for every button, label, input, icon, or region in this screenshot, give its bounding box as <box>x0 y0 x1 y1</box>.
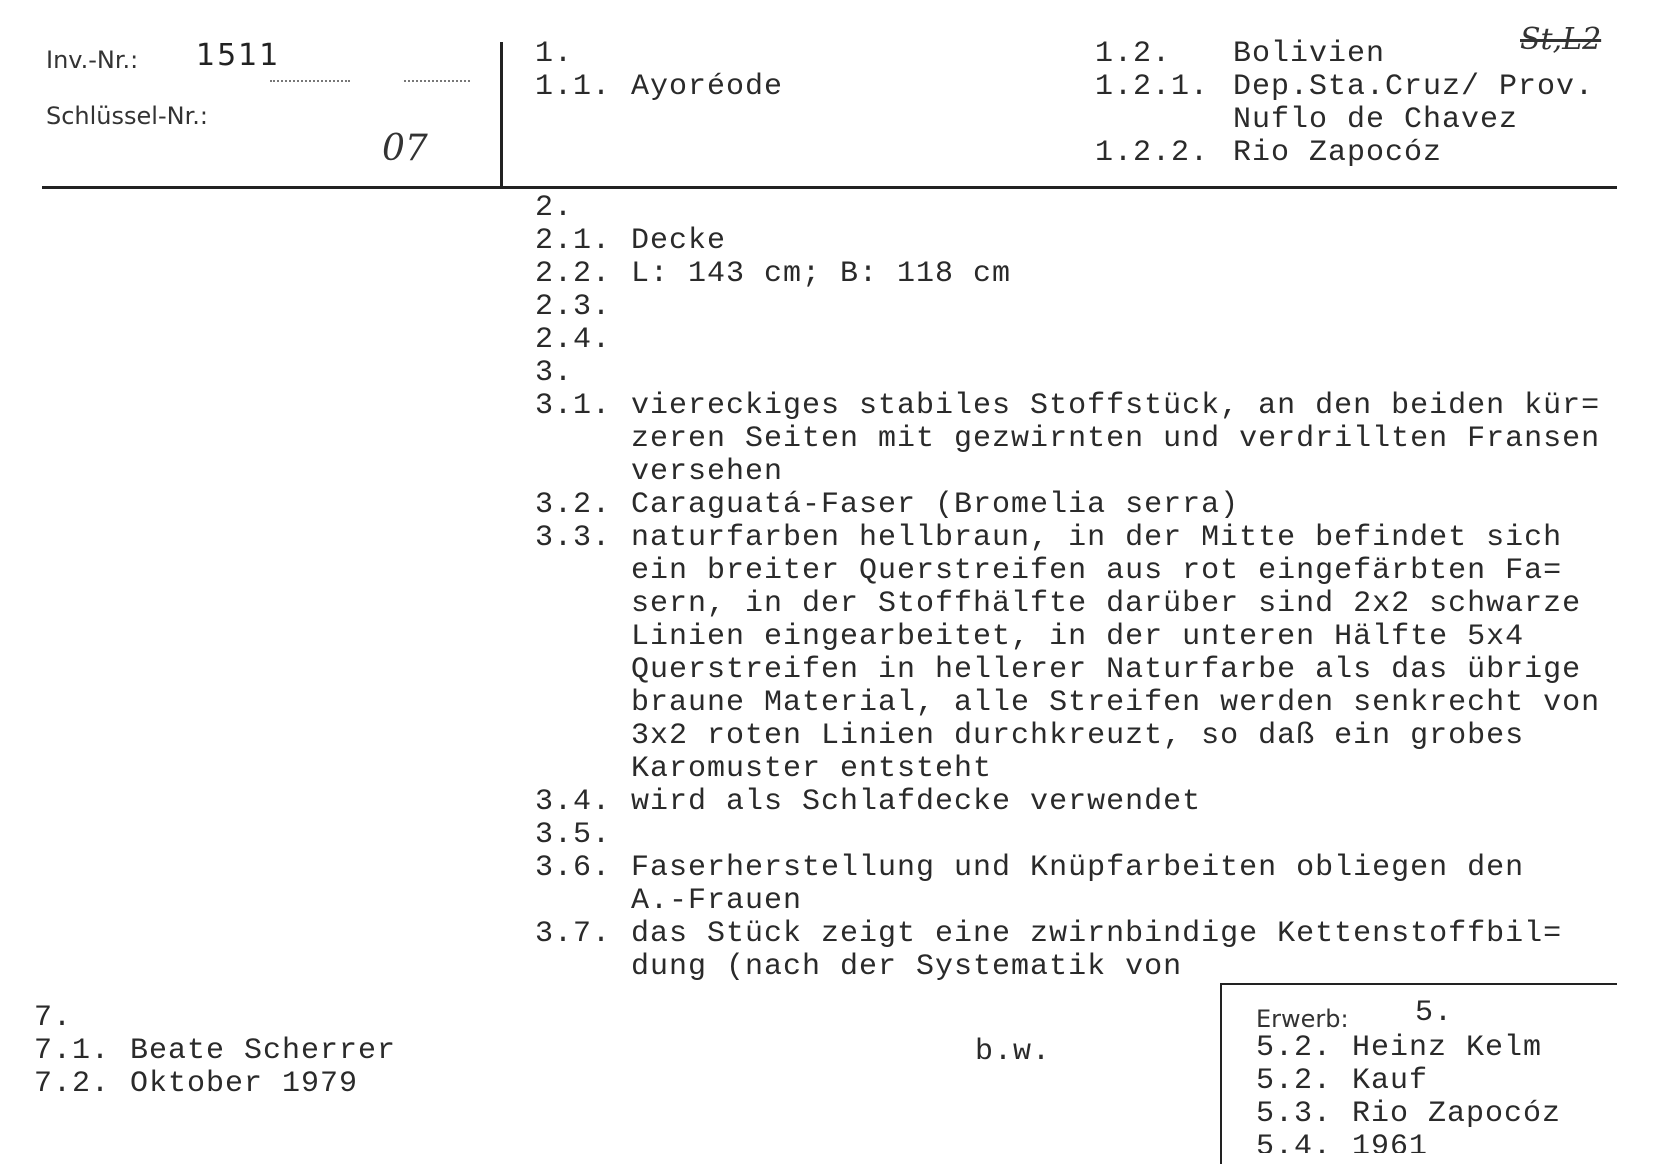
body-line-number: 2.4. <box>535 323 612 357</box>
schluessel-label: Schlüssel-Nr.: <box>46 102 208 130</box>
body-line-number: 3.6. <box>535 851 612 885</box>
inv-label: Inv.-Nr.: <box>46 46 139 74</box>
line-1-2-1-cont: Nuflo de Chavez <box>1233 103 1519 137</box>
line-1-2: 1.2. Bolivien <box>1095 37 1386 71</box>
body-line <box>535 258 1600 291</box>
body-line <box>535 918 1600 951</box>
body-line <box>535 588 1600 621</box>
body-line-text: Linien eingearbeitet, in der unteren Hälfte 5x4 <box>631 620 1525 654</box>
body-line-number: 2.1. <box>535 224 612 258</box>
body-line <box>535 291 1600 324</box>
body-line <box>535 621 1600 654</box>
body-line-text: L: 143 cm; B: 118 cm <box>631 257 1012 291</box>
body-line <box>535 192 1600 225</box>
body-line <box>535 456 1600 489</box>
body-line-text: viereckiges stabiles Stoffstück, an den beiden kür= <box>631 389 1601 423</box>
body-line <box>535 390 1600 423</box>
body-line-number: 3. <box>535 356 574 390</box>
body-line-number: 3.1. <box>535 389 612 423</box>
body-line <box>535 852 1600 885</box>
body-line <box>535 819 1600 852</box>
line-1-2-2: 1.2.2. Rio Zapocóz <box>1095 136 1443 170</box>
body-line-text: Faserherstellung und Knüpfarbeiten obliegen den <box>631 851 1525 885</box>
bw-note: b.w. <box>975 1035 1052 1069</box>
body-line-number: 3.7. <box>535 917 612 951</box>
body-line-text: 3x2 roten Linien durchkreuzt, so daß ein grobes <box>631 719 1525 753</box>
erwerb-lines <box>1256 1032 1561 1153</box>
line-1-1: 1.1. Ayoréode <box>535 70 784 104</box>
inv-dotted-line-2 <box>404 80 470 82</box>
header-separator <box>42 186 1617 189</box>
body-line-text: zeren Seiten mit gezwirnten und verdrillten Fransen <box>631 422 1601 456</box>
body-line-number: 3.5. <box>535 818 612 852</box>
body-line-text: naturfarben hellbraun, in der Mitte befindet sich <box>631 521 1563 555</box>
line-1-2-1: 1.2.1. Dep.Sta.Cruz/ Prov. <box>1095 70 1595 104</box>
line-7-1: 7.1. Beate Scherrer <box>34 1034 397 1068</box>
body-line-text: Querstreifen in hellerer Naturfarbe als das übrige <box>631 653 1582 687</box>
section-1-2 <box>1095 38 1594 170</box>
header-divider <box>500 42 503 186</box>
line-5-4: 5.4. 1961 <box>1256 1131 1429 1153</box>
body-line-text: braune Material, alle Streifen werden senkrecht von <box>631 686 1601 720</box>
body-line-number: 3.2. <box>535 488 612 522</box>
erwerb-top-border <box>1220 983 1617 985</box>
section-7 <box>34 1002 396 1101</box>
body-line-text: wird als Schlafdecke verwendet <box>631 785 1202 819</box>
body-line <box>535 753 1600 786</box>
body-line-text: Decke <box>631 224 727 258</box>
body-line <box>535 885 1600 918</box>
body-line-text: sern, in der Stoffhälfte darüber sind 2x2 schwarze <box>631 587 1582 621</box>
line-5-2a: 5.2. Heinz Kelm <box>1256 1031 1543 1065</box>
body-line <box>535 324 1600 357</box>
line-1: 1. <box>535 37 574 71</box>
line-5-2b: 5.2. Kauf <box>1256 1064 1429 1098</box>
body-line <box>535 654 1600 687</box>
body-line <box>535 423 1600 456</box>
body-line <box>535 555 1600 588</box>
body-line-number: 2.2. <box>535 257 612 291</box>
body-line-number: 3.3. <box>535 521 612 555</box>
erwerb-num: 5. <box>1415 996 1454 1030</box>
body-line <box>535 720 1600 753</box>
body-line <box>535 225 1600 258</box>
body-line-number: 2.3. <box>535 290 612 324</box>
body-line <box>535 489 1600 522</box>
body-line <box>535 522 1600 555</box>
schluessel-value: 07 <box>382 128 428 169</box>
body-line-text: Karomuster entsteht <box>631 752 993 786</box>
body-line-number: 3.4. <box>535 785 612 819</box>
body-line-text: dung (nach der Systematik von <box>631 950 1183 984</box>
section-1 <box>535 38 783 104</box>
body-line-number: 2. <box>535 191 574 225</box>
inv-value: 1511 <box>196 38 281 73</box>
body-section <box>535 192 1600 984</box>
inv-dotted-line <box>270 80 350 82</box>
erwerb-left-border <box>1220 983 1222 1164</box>
body-line <box>535 687 1600 720</box>
body-line-text: das Stück zeigt eine zwirnbindige Kettenstoffbil= <box>631 917 1563 951</box>
body-line <box>535 786 1600 819</box>
body-line-text: versehen <box>631 455 784 489</box>
body-line-text: A.-Frauen <box>631 884 803 918</box>
body-line <box>535 357 1600 390</box>
line-5-3: 5.3. Rio Zapocóz <box>1256 1097 1562 1131</box>
body-line <box>535 951 1600 984</box>
line-7: 7. <box>34 1001 73 1035</box>
body-line-text: ein breiter Querstreifen aus rot eingefärbten Fa= <box>631 554 1563 588</box>
corner-mark: St,L2 <box>1520 22 1602 57</box>
erwerb-label: Erwerb: <box>1256 1005 1349 1033</box>
line-7-2: 7.2. Oktober 1979 <box>34 1067 359 1101</box>
body-line-text: Caraguatá-Faser (Bromelia serra) <box>631 488 1240 522</box>
